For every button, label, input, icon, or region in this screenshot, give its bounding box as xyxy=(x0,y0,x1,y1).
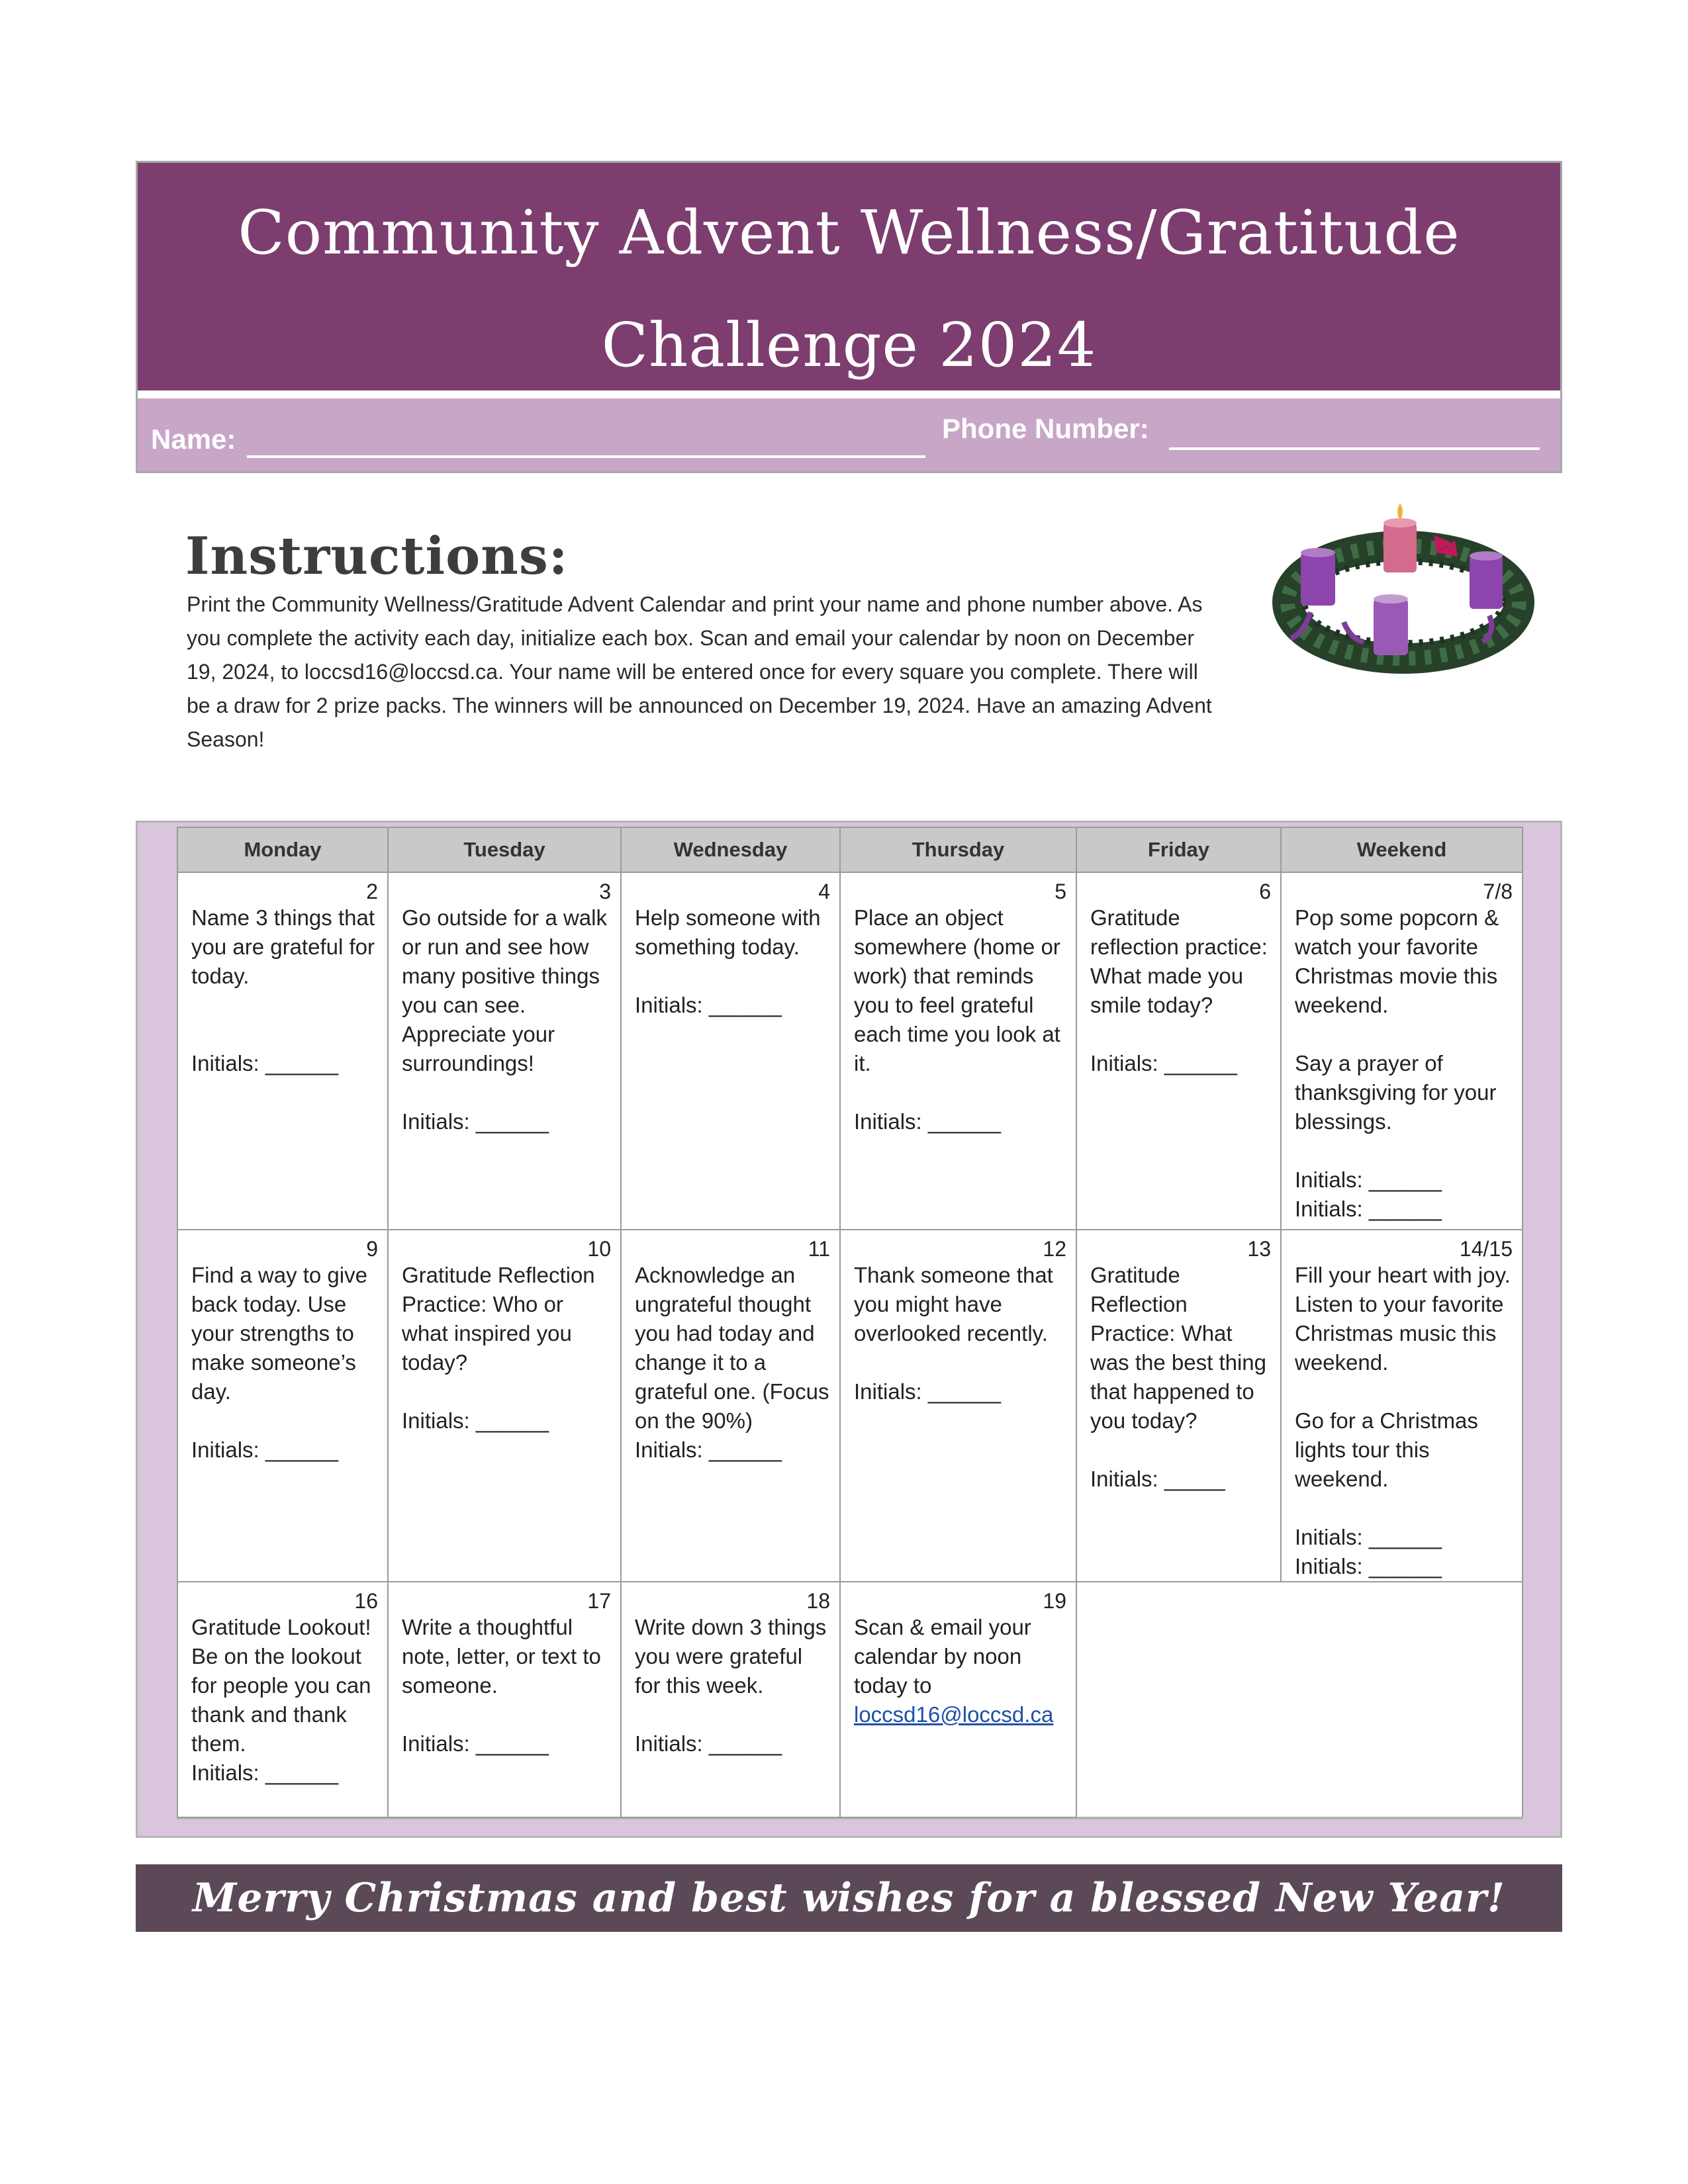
day-number: 3 xyxy=(599,880,611,903)
day-header-tuesday: Tuesday xyxy=(387,827,622,873)
calendar-cell-7-8[interactable] xyxy=(1280,872,1523,1230)
calendar-cell-11[interactable] xyxy=(620,1229,841,1582)
activity-text: Acknowledge an ungrateful thought you had today and change it to a grateful one. (Focus on the 90%) Initials: ______ xyxy=(635,1263,829,1462)
day-header-friday: Friday xyxy=(1076,827,1282,873)
day-number: 10 xyxy=(587,1237,611,1261)
banner-text: Merry Christmas and best wishes for a blessed New Year! xyxy=(192,1875,1506,1921)
activity-text: Thank someone that you might have overlooked recently. Initials: ______ xyxy=(854,1263,1053,1404)
day-number: 12 xyxy=(1043,1237,1066,1261)
day-number: 11 xyxy=(808,1237,830,1261)
day-number: 13 xyxy=(1247,1237,1271,1261)
day-number: 16 xyxy=(354,1589,378,1613)
activity-text: Gratitude reflection practice: What made you smile today? Initials: ______ xyxy=(1090,905,1268,1075)
calendar-cell-5[interactable] xyxy=(839,872,1077,1230)
activity-text: Gratitude Reflection Practice: What was the best thing that happened to you today? Initials: _____ xyxy=(1090,1263,1266,1491)
calendar-cell-2[interactable] xyxy=(177,872,389,1230)
day-number: 4 xyxy=(818,880,830,903)
calendar-cell-17[interactable] xyxy=(387,1581,622,1818)
activity-text: Place an object somewhere (home or work) that reminds you to feel grateful each time you look at it. Initials: ______ xyxy=(854,905,1060,1134)
activity-text: Name 3 things that you are grateful for today. Initials: ______ xyxy=(191,905,375,1075)
calendar-footer-cell xyxy=(1076,1817,1523,1819)
calendar-cell-4[interactable] xyxy=(620,872,841,1230)
day-number: 6 xyxy=(1259,880,1271,903)
day-number: 7/8 xyxy=(1483,880,1513,903)
activity-text-19: Scan & email your calendar by noon today to xyxy=(854,1615,1031,1698)
day-number: 2 xyxy=(366,880,378,903)
day-header-weekend: Weekend xyxy=(1280,827,1523,873)
calendar-cell-10[interactable] xyxy=(387,1229,622,1582)
day-number: 18 xyxy=(806,1589,830,1613)
title-band xyxy=(138,163,1560,390)
calendar-cell-13[interactable] xyxy=(1076,1229,1282,1582)
day-number: 9 xyxy=(366,1237,378,1261)
activity-text: Pop some popcorn & watch your favorite Christmas movie this weekend. Say a prayer of thanksgiving for your blessings. Initials: ______ Initials: ______ xyxy=(1295,905,1499,1221)
activity-text: Gratitude Reflection Practice: Who or what inspired you today? Initials: ______ xyxy=(402,1263,595,1433)
instructions-body: Print the Community Wellness/Gratitude Advent Calendar and print your name and phone number above. As you complete the activity each day, initialize each box. Scan and email your calendar by noon on December 19, 2024, to loccsd16@loccsd.ca. Your name will be entered once for every square you complete. There will be a draw for 2 prize packs. The winners will be announced on December 19, 2024. Have an amazing Advent Season! xyxy=(187,592,1212,751)
calendar-cell-14-15[interactable] xyxy=(1280,1229,1523,1582)
activity-text: Fill your heart with joy. Listen to your favorite Christmas music this weekend. Go for a Christmas lights tour this weekend. Initials: ______ Initials: ______ xyxy=(1295,1263,1511,1578)
activity-text: Find a way to give back today. Use your strengths to make someone’s day. Initials: ______ xyxy=(191,1263,367,1462)
name-field[interactable] xyxy=(247,455,925,458)
calendar-cell-19[interactable] xyxy=(839,1581,1077,1818)
phone-field[interactable] xyxy=(1169,447,1540,450)
day-header-wednesday: Wednesday xyxy=(620,827,841,873)
title-line-1: Community Advent Wellness/Gratitude xyxy=(238,197,1460,268)
header-panel xyxy=(136,161,1562,473)
day-number: 14/15 xyxy=(1459,1237,1513,1261)
calendar-cell-3[interactable] xyxy=(387,872,622,1230)
day-number: 5 xyxy=(1055,880,1066,903)
advent-calendar xyxy=(177,827,1523,1807)
email-link[interactable]: loccsd16@loccsd.ca xyxy=(854,1702,1054,1727)
title-line-2: Challenge 2024 xyxy=(601,310,1097,381)
calendar-cell-18[interactable] xyxy=(620,1581,841,1818)
instructions-title: Instructions: xyxy=(185,526,569,586)
activity-text: Write a thoughtful note, letter, or text to someone. Initials: ______ xyxy=(402,1615,601,1756)
info-band xyxy=(138,398,1560,471)
calendar-cell-12[interactable] xyxy=(839,1229,1077,1582)
activity-text: Gratitude Lookout! Be on the lookout for people you can thank and thank them. Initials: ______ xyxy=(191,1615,371,1785)
day-number: 19 xyxy=(1043,1589,1066,1613)
calendar-cell-6[interactable] xyxy=(1076,872,1282,1230)
day-number: 17 xyxy=(587,1589,611,1613)
calendar-cell-9[interactable] xyxy=(177,1229,389,1582)
calendar-cell-empty xyxy=(1076,1581,1523,1818)
activity-text: Go outside for a walk or run and see how many positive things you can see. Appreciate your surroundings! Initials: ______ xyxy=(402,905,607,1134)
activity-text: Write down 3 things you were grateful for this week. Initials: ______ xyxy=(635,1615,827,1756)
activity-text: Help someone with something today. Initials: ______ xyxy=(635,905,821,1017)
phone-label: Phone Number: xyxy=(942,413,1149,444)
christmas-banner xyxy=(136,1864,1562,1932)
advent-wreath-icon xyxy=(1271,490,1536,675)
calendar-cell-16[interactable] xyxy=(177,1581,389,1818)
day-header-monday: Monday xyxy=(177,827,389,873)
activity-text xyxy=(854,1613,1069,1729)
day-header-thursday: Thursday xyxy=(839,827,1077,873)
name-label: Name: xyxy=(151,424,236,455)
